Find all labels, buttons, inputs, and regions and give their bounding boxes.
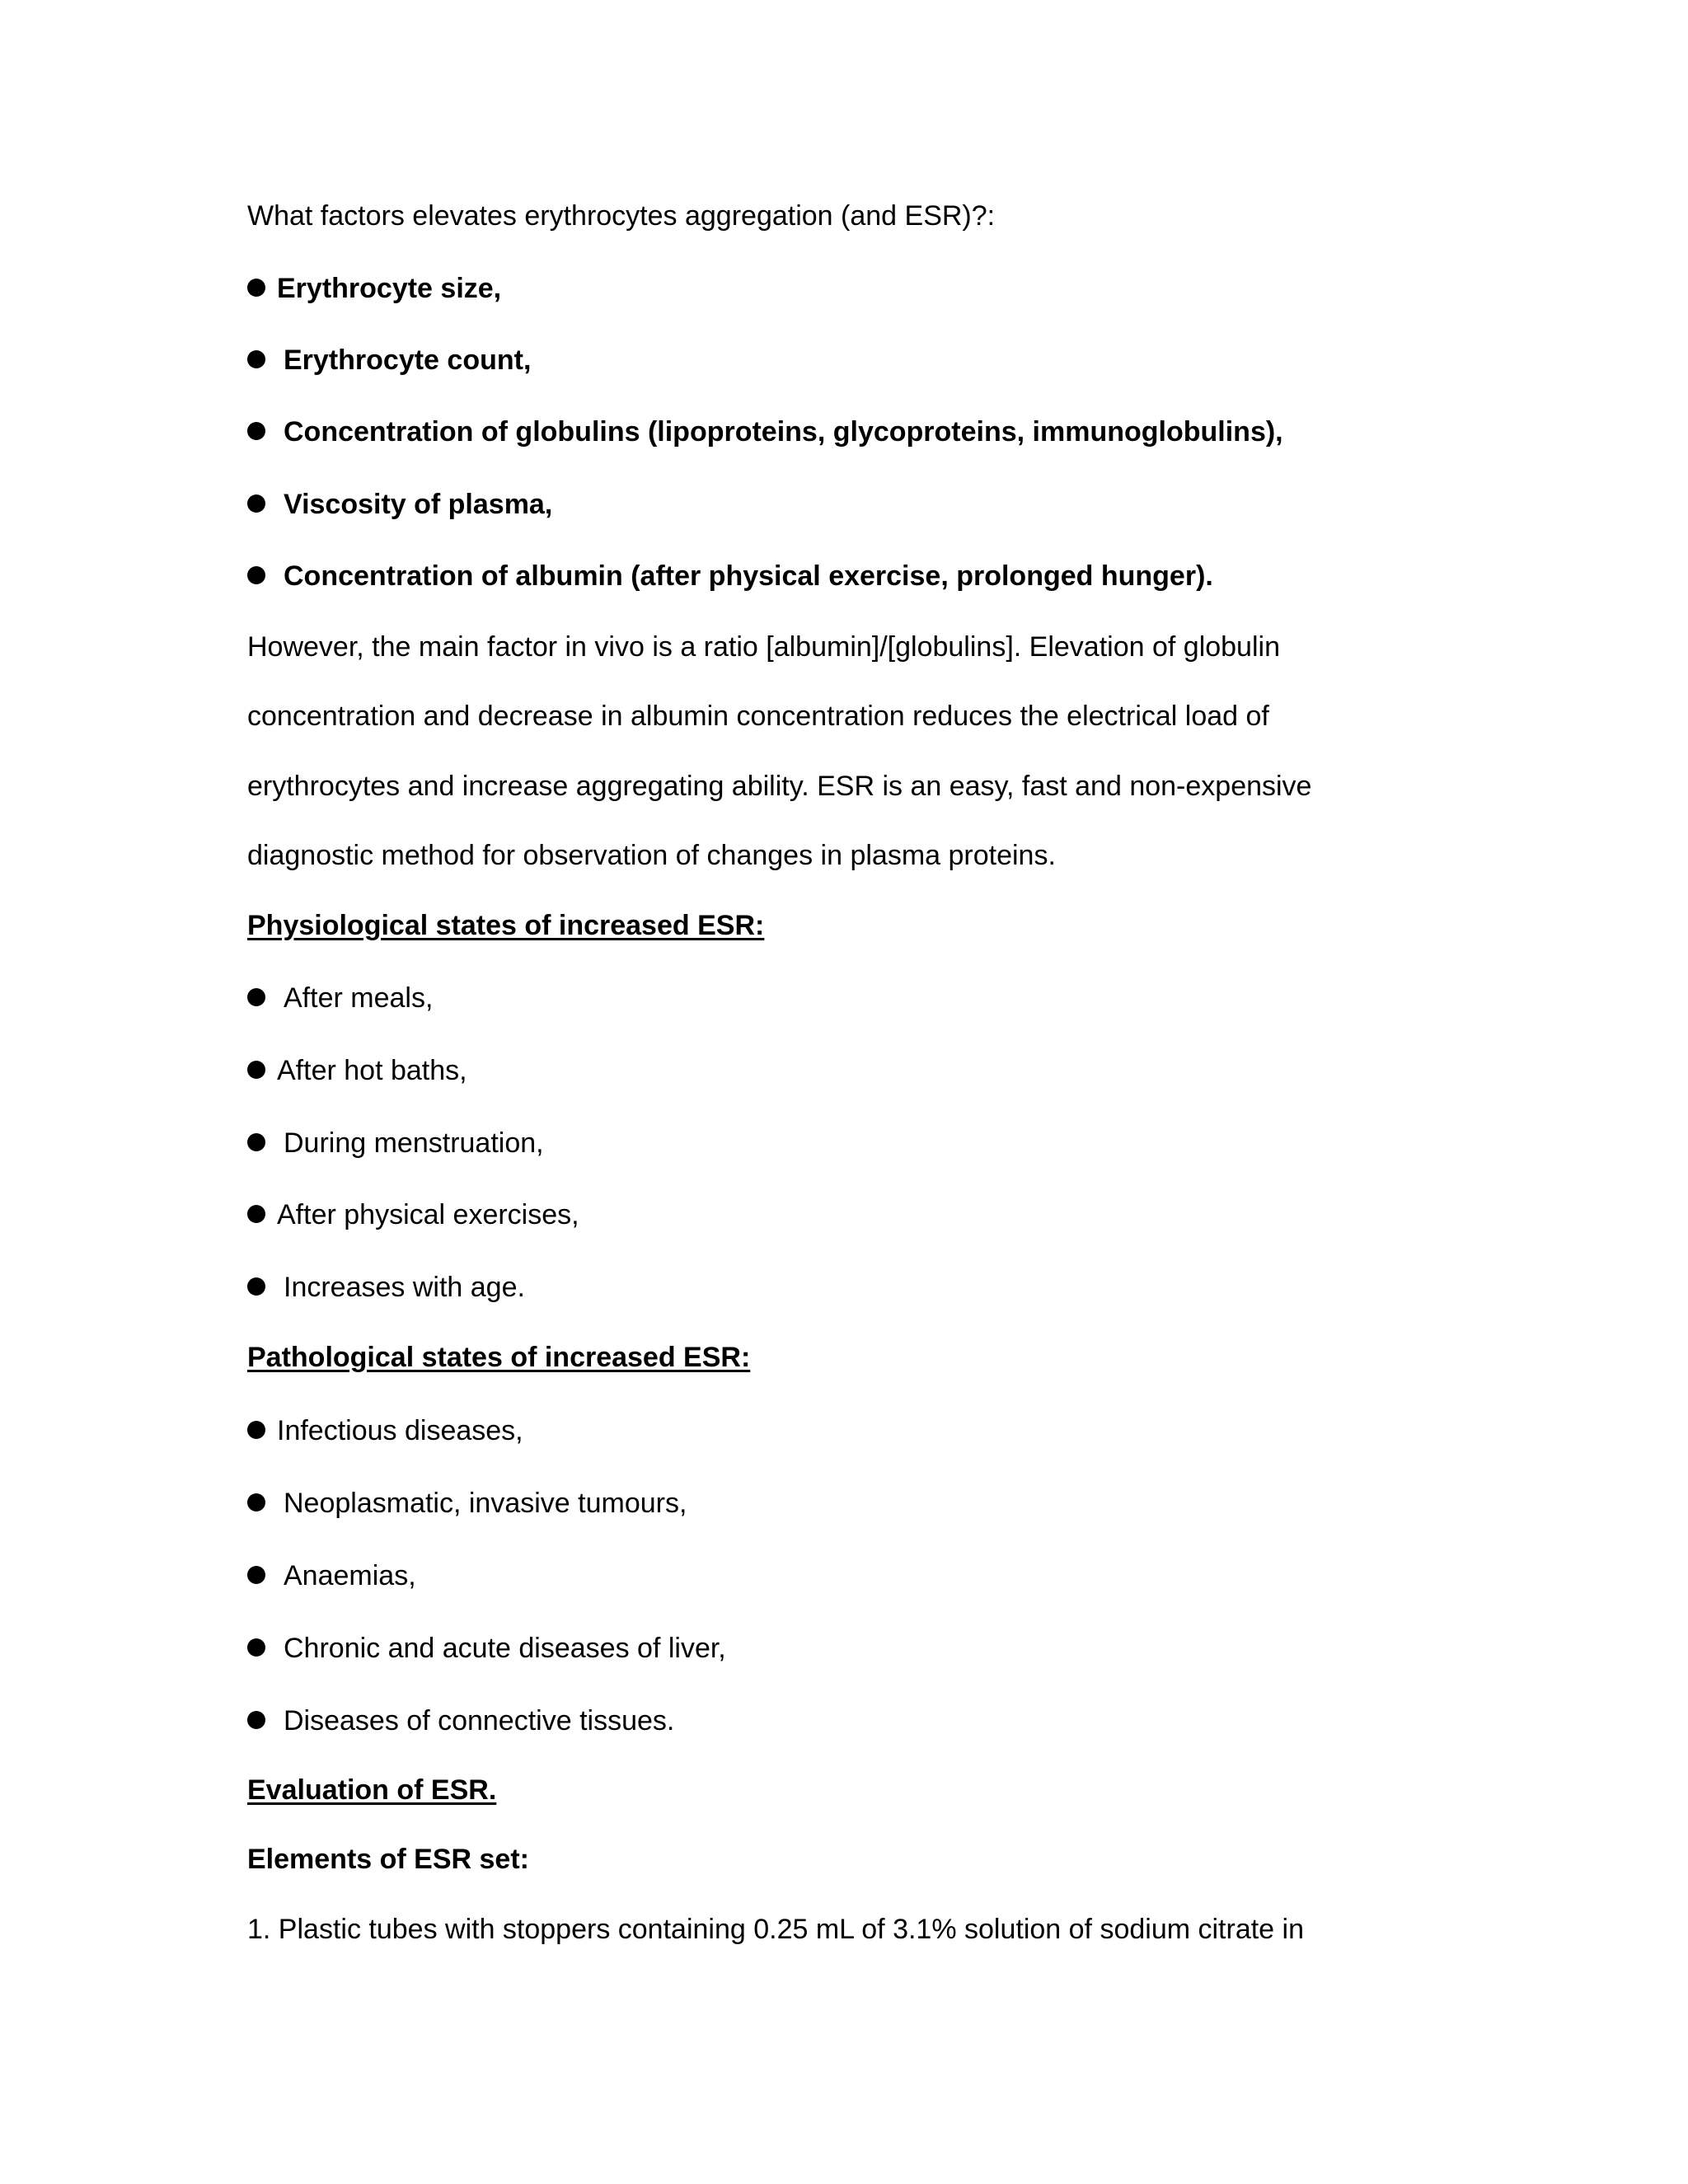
paragraph-line: However, the main factor in vivo is a ratio [albumin]/[globulins]. Elevation of globulin <box>247 631 1280 663</box>
bullet-icon <box>247 1638 265 1657</box>
list-item: Diseases of connective tissues. <box>247 1704 674 1737</box>
bullet-icon <box>247 1205 265 1223</box>
bullet-icon <box>247 1711 265 1729</box>
bullet-icon <box>247 422 265 440</box>
evaluation-heading: Evaluation of ESR. <box>247 1774 497 1806</box>
list-item: Anaemias, <box>247 1559 416 1592</box>
paragraph-line: erythrocytes and increase aggregating ability. ESR is an easy, fast and non-expensive <box>247 771 1312 802</box>
bullet-icon <box>247 279 265 297</box>
numbered-item: 1. Plastic tubes with stoppers containing 0.25 mL of 3.1% solution of sodium citrate in <box>247 1914 1304 1945</box>
list-item: After physical exercises, <box>247 1198 579 1231</box>
list-item: Erythrocyte size, <box>247 272 501 305</box>
list-item: Neoplasmatic, invasive tumours, <box>247 1487 687 1520</box>
bullet-icon <box>247 1566 265 1584</box>
intro-question: What factors elevates erythrocytes aggregation (and ESR)?: <box>247 200 996 232</box>
list-item: Viscosity of plasma, <box>247 488 552 521</box>
list-item: Concentration of albumin (after physical exercise, prolonged hunger). <box>247 560 1213 593</box>
bullet-icon <box>247 1133 265 1151</box>
list-item: After meals, <box>247 982 433 1015</box>
list-item: During menstruation, <box>247 1127 544 1160</box>
bullet-icon <box>247 1061 265 1079</box>
list-item: Infectious diseases, <box>247 1414 523 1447</box>
bullet-icon <box>247 1421 265 1439</box>
paragraph-line: diagnostic method for observation of changes in plasma proteins. <box>247 840 1056 871</box>
bullet-icon <box>247 1277 265 1296</box>
bullet-icon <box>247 988 265 1006</box>
elements-subheading: Elements of ESR set: <box>247 1844 529 1875</box>
bullet-icon <box>247 350 265 368</box>
paragraph-line: concentration and decrease in albumin concentration reduces the electrical load of <box>247 701 1269 732</box>
list-item: Chronic and acute diseases of liver, <box>247 1632 726 1665</box>
physiological-heading: Physiological states of increased ESR: <box>247 910 765 941</box>
list-item: Erythrocyte count, <box>247 344 531 377</box>
list-item: After hot baths, <box>247 1054 467 1087</box>
list-item: Increases with age. <box>247 1271 525 1304</box>
bullet-icon <box>247 1493 265 1511</box>
bullet-icon <box>247 494 265 513</box>
pathological-heading: Pathological states of increased ESR: <box>247 1342 751 1373</box>
bullet-icon <box>247 566 265 584</box>
list-item: Concentration of globulins (lipoproteins, glycoproteins, immunoglobulins), <box>247 415 1283 448</box>
